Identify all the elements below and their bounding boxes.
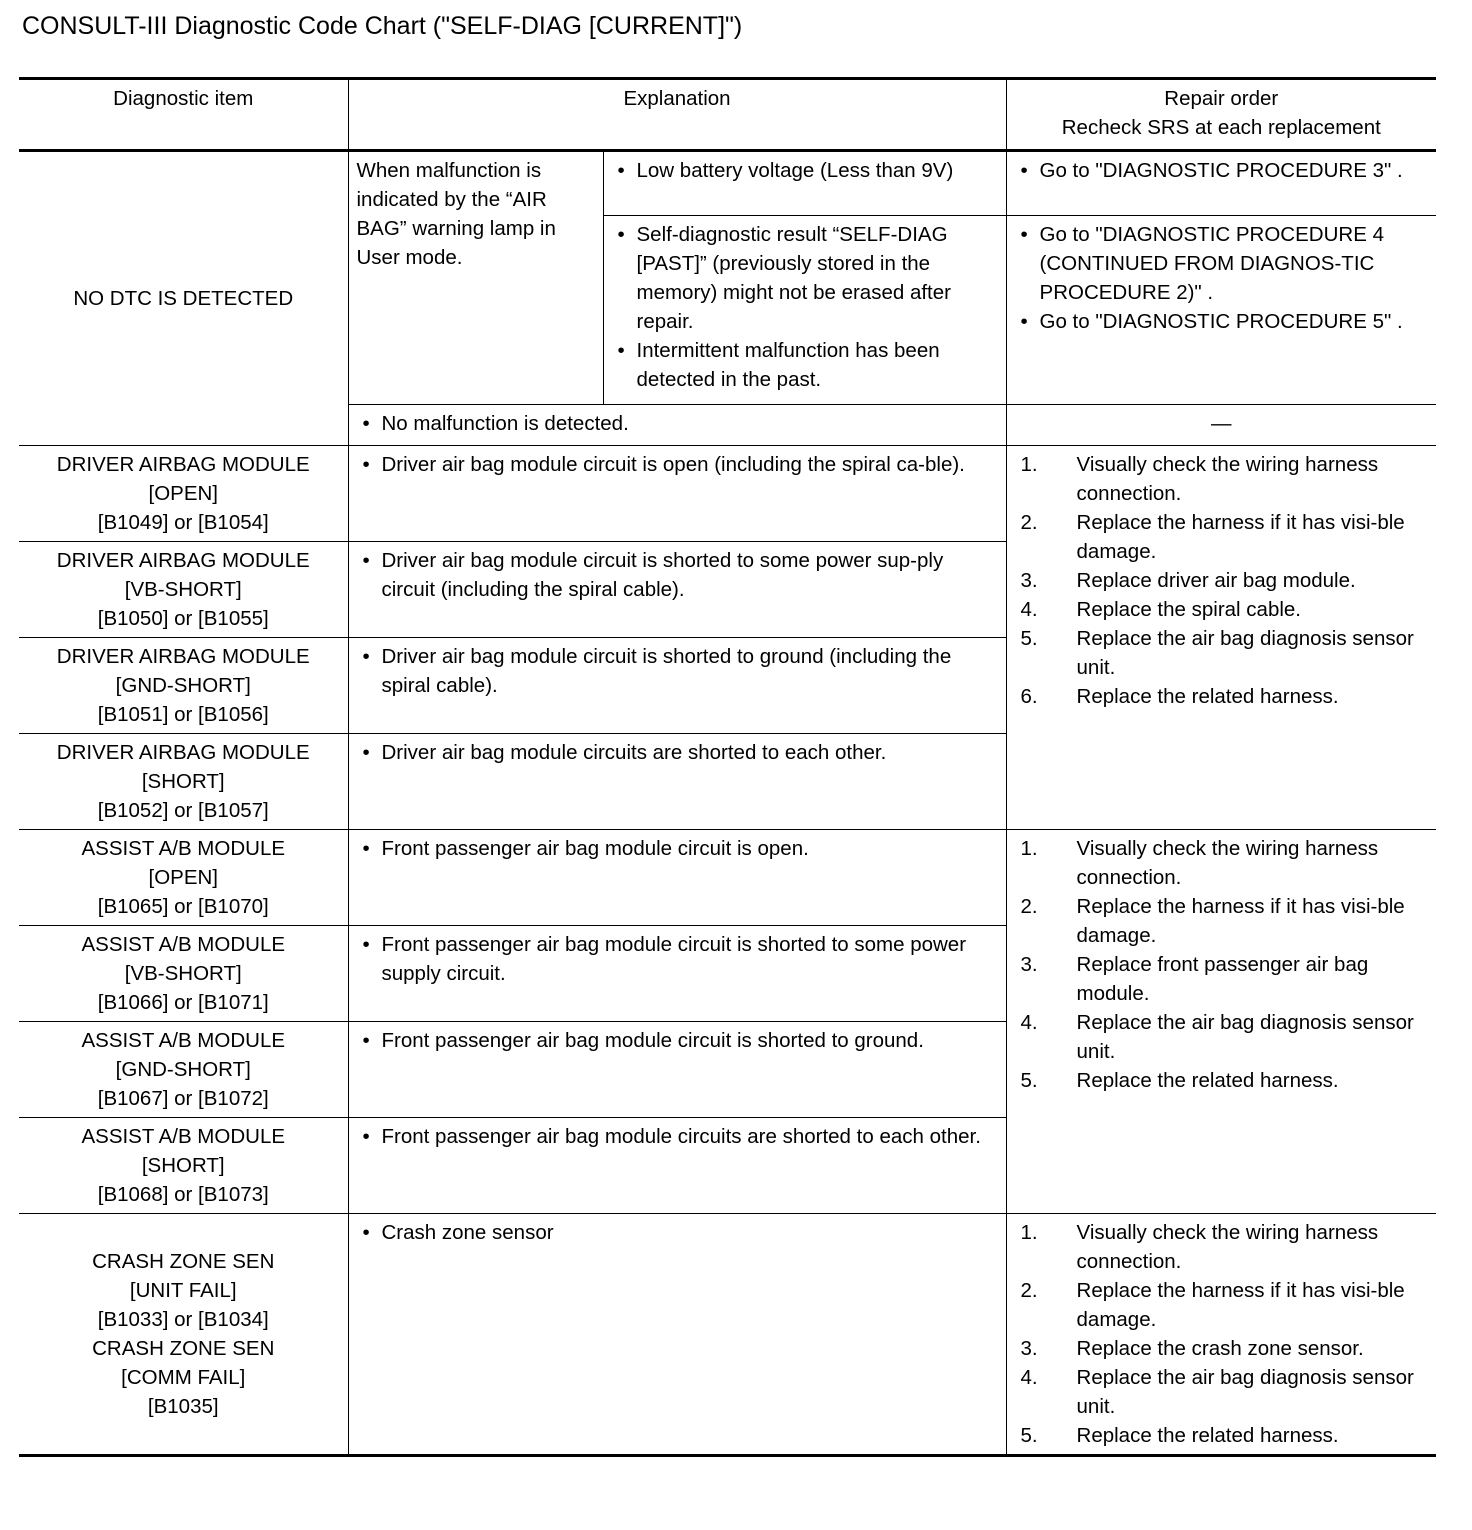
item-driver-gnd-short: DRIVER AIRBAG MODULE [GND-SHORT] [B1051] or [B1056] bbox=[19, 638, 348, 734]
item-crash-zone: CRASH ZONE SEN [UNIT FAIL] [B1033] or [B1034] CRASH ZONE SEN [COMM FAIL] [B1035] bbox=[19, 1214, 348, 1456]
item-assist-short: ASSIST A/B MODULE [SHORT] [B1068] or [B1073] bbox=[19, 1118, 348, 1214]
repair-procedure-4-5: • Go to "DIAGNOSTIC PROCEDURE 4 (CONTINUED FROM DIAGNOS-TIC PROCEDURE 2)" . • Go to "DIAGNOSTIC PROCEDURE 5" . bbox=[1006, 216, 1436, 405]
explanation-driver-gnd-short: • Driver air bag module circuit is shorted to ground (including the spiral cable). bbox=[348, 638, 1006, 734]
repair-crash-zone: 1. Visually check the wiring harness connection. 2. Replace the harness if it has visi-ble damage. 3. Replace the crash zone sensor. 4. Replace the air bag diagnosis sensor unit. 5. Replace the related harness. bbox=[1006, 1214, 1436, 1456]
explanation-assist-vb-short: • Front passenger air bag module circuit is shorted to some power supply circuit. bbox=[348, 926, 1006, 1022]
explanation-driver-open: • Driver air bag module circuit is open (including the spiral ca-ble). bbox=[348, 446, 1006, 542]
header-row bbox=[19, 79, 1436, 151]
item-assist-gnd-short: ASSIST A/B MODULE [GND-SHORT] [B1067] or [B1072] bbox=[19, 1022, 348, 1118]
table-row-crash-zone bbox=[19, 1214, 1436, 1456]
header-repair-order-line1: Repair order bbox=[1164, 87, 1279, 110]
repair-procedure-3: • Go to "DIAGNOSTIC PROCEDURE 3" . bbox=[1006, 151, 1436, 216]
item-driver-open: DRIVER AIRBAG MODULE [OPEN] [B1049] or [B1054] bbox=[19, 446, 348, 542]
explanation-assist-short: • Front passenger air bag module circuits are shorted to each other. bbox=[348, 1118, 1006, 1214]
item-driver-short: DRIVER AIRBAG MODULE [SHORT] [B1052] or [B1057] bbox=[19, 734, 348, 830]
page-title: CONSULT-III Diagnostic Code Chart ("SELF-DIAG [CURRENT]") bbox=[22, 12, 743, 40]
repair-driver: 1. Visually check the wiring harness connection. 2. Replace the harness if it has visi-ble damage. 3. Replace driver air bag module. 4. Replace the spiral cable. 5. Replace the air bag diagnosis sensor unit. 6. Replace the related harness. bbox=[1006, 446, 1436, 830]
header-repair-order bbox=[1006, 79, 1436, 151]
cause-low-battery: • Low battery voltage (Less than 9V) bbox=[603, 151, 1006, 216]
no-malfunction-repair: — bbox=[1006, 405, 1436, 446]
no-malfunction: • No malfunction is detected. bbox=[348, 405, 1006, 446]
item-driver-vb-short: DRIVER AIRBAG MODULE [VB-SHORT] [B1050] or [B1055] bbox=[19, 542, 348, 638]
item-assist-vb-short: ASSIST A/B MODULE [VB-SHORT] [B1066] or [B1071] bbox=[19, 926, 348, 1022]
explanation-driver-vb-short: • Driver air bag module circuit is shorted to some power sup-ply circuit (including the spiral cable). bbox=[348, 542, 1006, 638]
header-explanation: Explanation bbox=[348, 79, 1006, 151]
explanation-crash-zone: • Crash zone sensor bbox=[348, 1214, 1006, 1456]
table-row-assist-open bbox=[19, 830, 1436, 926]
item-no-dtc: NO DTC IS DETECTED bbox=[19, 151, 348, 446]
explanation-assist-gnd-short: • Front passenger air bag module circuit is shorted to ground. bbox=[348, 1022, 1006, 1118]
table-row-no-dtc-1 bbox=[19, 151, 1436, 216]
header-repair-order-line2: Recheck SRS at each replacement bbox=[1061, 116, 1381, 139]
item-assist-open: ASSIST A/B MODULE [OPEN] [B1065] or [B1070] bbox=[19, 830, 348, 926]
diagnostic-code-chart bbox=[19, 77, 1436, 1457]
repair-assist: 1. Visually check the wiring harness connection. 2. Replace the harness if it has visi-ble damage. 3. Replace front passenger air bag module. 4. Replace the air bag diagnosis sensor unit. 5. Replace the related harness. bbox=[1006, 830, 1436, 1214]
cause-past-result: • Self-diagnostic result “SELF-DIAG [PAST]” (previously stored in the memory) might not be erased after repair. • Intermittent malfunction has been detected in the past. bbox=[603, 216, 1006, 405]
explanation-assist-open: • Front passenger air bag module circuit is open. bbox=[348, 830, 1006, 926]
table-row-driver-open bbox=[19, 446, 1436, 542]
explanation-driver-short: • Driver air bag module circuits are shorted to each other. bbox=[348, 734, 1006, 830]
user-mode-condition: When malfunction is indicated by the “AIR BAG” warning lamp in User mode. bbox=[348, 151, 603, 405]
header-diagnostic-item: Diagnostic item bbox=[19, 79, 348, 151]
